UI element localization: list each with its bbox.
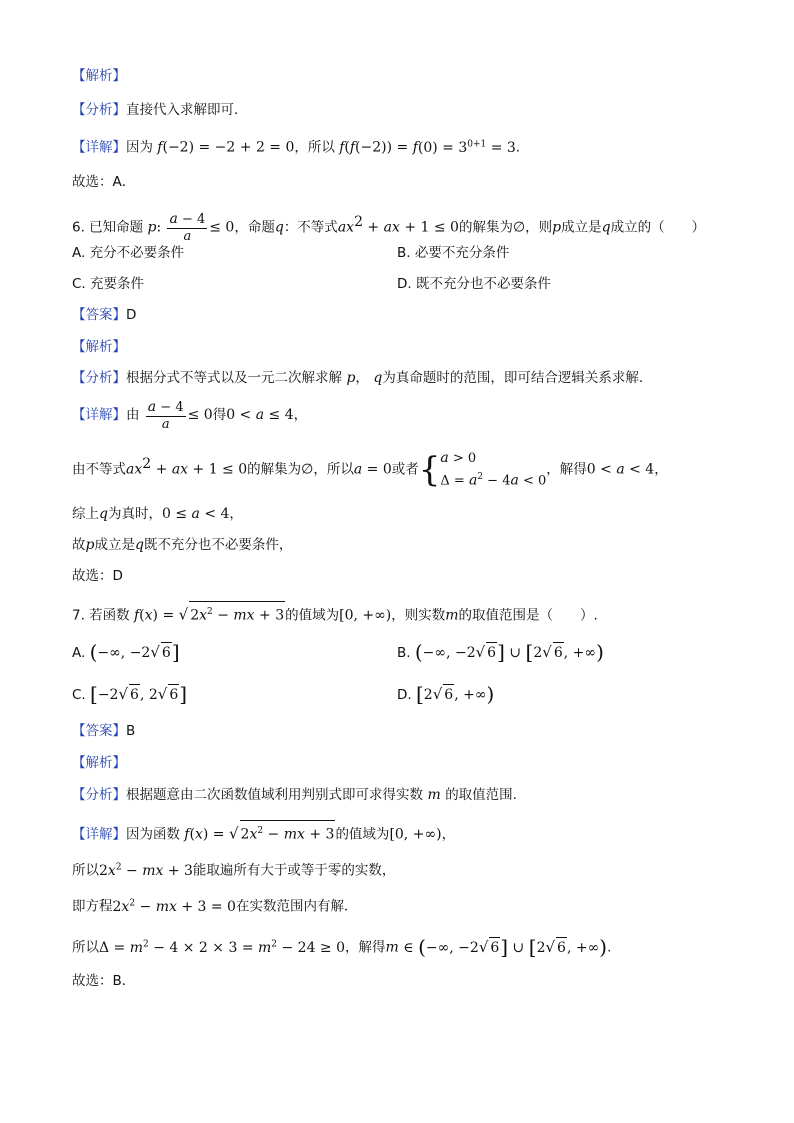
answer-6: 【答案】D	[72, 307, 137, 323]
detail-7-line2: 所以$2x^2$ − mx + 3能取遍所有大于或等于零的实数，	[72, 862, 396, 879]
option-7b: B. (−∞, −2√ 6] ∪ [2√ 6, +∞)	[397, 640, 604, 664]
question-6: 6. 已知命题 p: $\frac{a - 4}{a}$ ≤ 0，命题q：不等式$ax^2$ + ax + 1 ≤ 0的解集为∅，则p成立是q成立的（ ）	[72, 211, 706, 244]
analysis-6: 【分析】根据分式不等式以及一元二次解求解 p， q为真命题时的范围，即可结合逻辑关系求解.	[72, 370, 644, 386]
option-6a: A. 充分不必要条件	[72, 245, 185, 261]
inequality-system: a > 0 $\Delta = a^2 - 4a < 0$	[440, 450, 547, 489]
option-7a: A. (−∞, −2√ 6]	[72, 640, 180, 664]
detail-7-line4: 所以$\Delta = m^2 - 4 \times 2 \times 3 = m^2 - 24 \ge 0$，解得m ∈ (−∞, −2√ 6] ∪ [2√ 6, +∞).	[72, 934, 612, 959]
option-7c: C. [−2√ 6, 2√ 6]	[72, 682, 188, 706]
option-7d: D. [2√ 6, +∞)	[397, 682, 495, 706]
fraction-a4-over-a-2: $\frac{a - 4}{a}$	[147, 398, 184, 432]
detail-7-line1: 【详解】因为函数 f(x) = √ $2x^2$ − mx + 3的值域为[0, +∞)，	[72, 820, 455, 845]
choose-5: 故选：A．	[72, 174, 136, 190]
detail-6-line4: 故p成立是q既不充分也不必要条件，	[72, 537, 293, 553]
jiexi-heading-7: 【解析】	[72, 755, 126, 771]
choose-7: 故选：B．	[72, 973, 136, 989]
jiexi-heading-6: 【解析】	[72, 339, 126, 355]
analysis-7: 【分析】根据题意由二次函数值域利用判别式即可求得实数 m 的取值范围.	[72, 787, 517, 803]
detail-6-line2: 由不等式$ax^2$ + ax + 1 ≤ 0的解集为∅，所以a = 0或者{a > 0 $\Delta = a^2 - 4a < 0$，解得0 < a < 4，	[72, 450, 668, 490]
option-6d: D. 既不充分也不必要条件	[397, 276, 551, 292]
choose-6: 故选：D	[72, 568, 123, 584]
fraction-a4-over-a: $\frac{a - 4}{a}$	[169, 211, 206, 244]
answer-7: 【答案】B	[72, 723, 136, 739]
option-6b: B. 必要不充分条件	[397, 245, 510, 261]
detail-5: 【详解】因为 f(−2) = −2 + 2 = 0，所以 $f(f(-2)) = f(0) = 3^{0+1} = 3$.	[72, 139, 521, 156]
detail-6-line1: 【详解】由 $\frac{a - 4}{a}$ ≤ 0得0 < a ≤ 4，	[72, 398, 308, 432]
system-brace: {	[418, 450, 441, 490]
analysis-5: 【分析】直接代入求解即可.	[72, 102, 239, 118]
jiexi-heading-5: 【解析】	[72, 68, 126, 84]
detail-7-line3: 即方程$2x^2$ − mx + 3 = 0在实数范围内有解．	[72, 898, 358, 915]
detail-6-line3: 综上q为真时，0 ≤ a < 4，	[72, 506, 243, 522]
option-6c: C. 充要条件	[72, 276, 145, 292]
question-7: 7. 若函数 f(x) = √ $2x^2$ − mx + 3的值域为[0, +∞)，则实数m的取值范围是（ ）.	[72, 601, 598, 626]
